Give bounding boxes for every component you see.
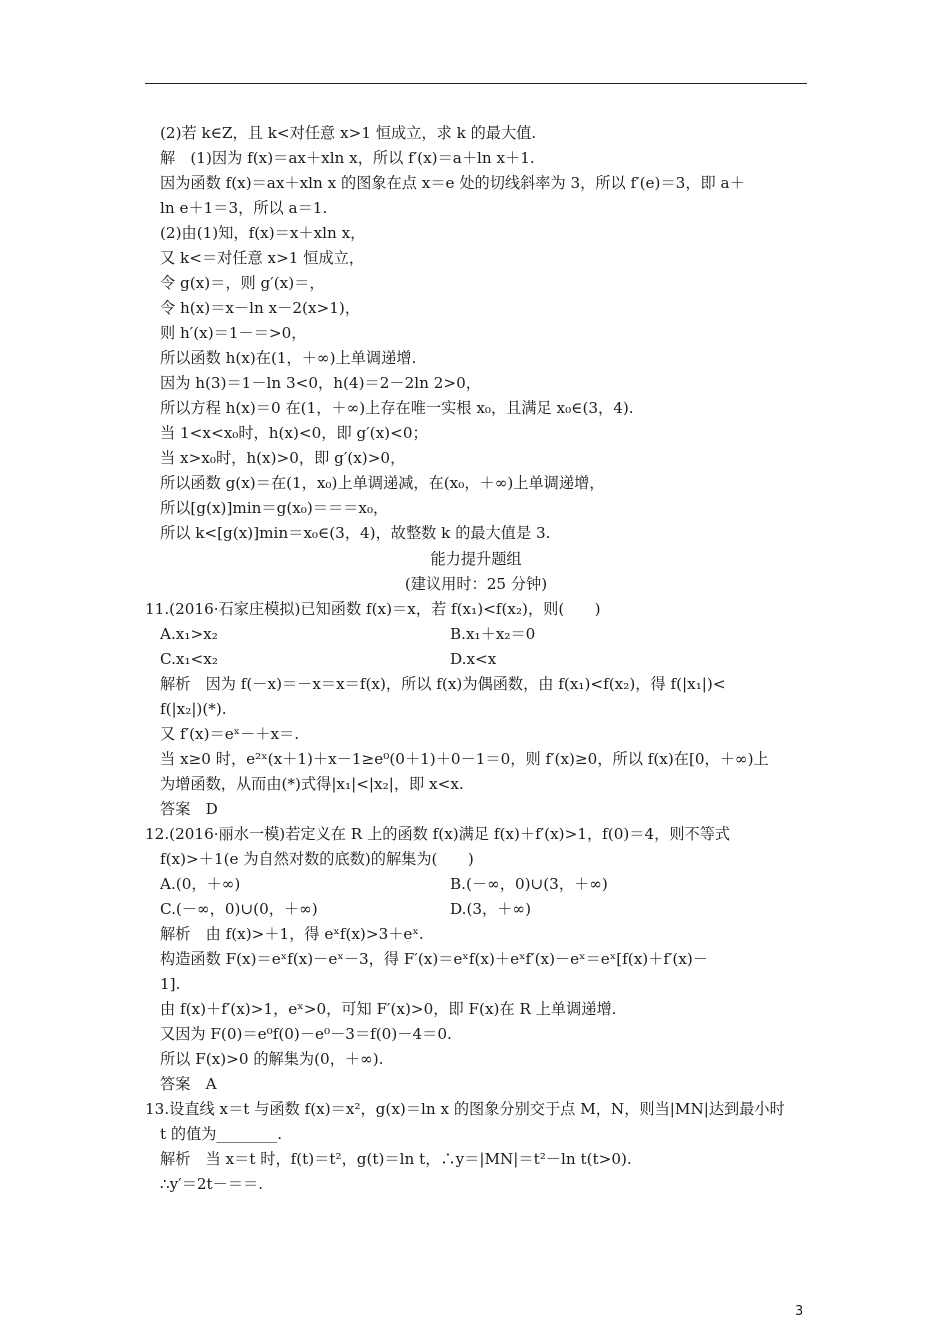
text-line: 当 x>x₀时，h(x)>0，即 g′(x)>0， bbox=[160, 449, 406, 467]
page-number: 3 bbox=[795, 1304, 804, 1319]
header-rule bbox=[145, 83, 807, 84]
text-line: 1]. bbox=[160, 975, 181, 993]
text-line: 所以 F(x)>0 的解集为(0，＋∞). bbox=[160, 1050, 384, 1068]
text-line: f(x)>＋1(e 为自然对数的底数)的解集为( ) bbox=[160, 850, 474, 868]
question-stem: 11.(2016·石家庄模拟)已知函数 f(x)＝x，若 f(x₁)<f(x₂)，则( ) bbox=[145, 600, 601, 618]
text-line: (2)若 k∈Z，且 k<对任意 x>1 恒成立，求 k 的最大值. bbox=[160, 124, 537, 142]
text-line: 又 f′(x)＝eˣ－＋x＝. bbox=[160, 725, 300, 743]
text-line: 构造函数 F(x)＝eˣf(x)－eˣ－3，得 F′(x)＝eˣf(x)＋eˣf′(x)－eˣ＝eˣ[f(x)＋f′(x)－ bbox=[160, 950, 709, 968]
text-line: 所以函数 h(x)在(1，＋∞)上单调递增. bbox=[160, 349, 417, 367]
text-line: 解析 当 x＝t 时，f(t)＝t²，g(t)＝ln t，∴y＝|MN|＝t²－ln t(t>0). bbox=[160, 1150, 632, 1168]
option-b: B.x₁＋x₂＝0 bbox=[450, 625, 536, 643]
option-a: A.x₁>x₂ bbox=[160, 625, 218, 643]
text-line: 当 1<x<x₀时，h(x)<0，即 g′(x)<0； bbox=[160, 424, 428, 442]
text-line: f(|x₂|)(*). bbox=[160, 700, 227, 718]
text-line: ln e＋1＝3，所以 a＝1. bbox=[160, 199, 328, 217]
option-b: B.(－∞，0)∪(3，＋∞) bbox=[450, 875, 608, 893]
text-line: 解析 由 f(x)>＋1，得 eˣf(x)>3＋eˣ. bbox=[160, 925, 424, 943]
option-d: D.(3，＋∞) bbox=[450, 900, 532, 918]
text-line: 所以[g(x)]min＝g(x₀)＝＝＝x₀， bbox=[160, 499, 389, 517]
text-line: 解析 因为 f(－x)＝－x＝x＝f(x)，所以 f(x)为偶函数，由 f(x₁)<f(x₂)，得 f(|x₁|)< bbox=[160, 675, 726, 693]
question-stem: 13.设直线 x＝t 与函数 f(x)＝x²，g(x)＝ln x 的图象分别交于点 M，N，则当|MN|达到最小时 bbox=[145, 1100, 785, 1118]
text-line: 又 k<＝对任意 x>1 恒成立， bbox=[160, 249, 365, 267]
text-line: 所以 k<[g(x)]min＝x₀∈(3，4)，故整数 k 的最大值是 3. bbox=[160, 524, 551, 542]
text-line: 解 (1)因为 f(x)＝ax＋xln x，所以 f′(x)＝a＋ln x＋1. bbox=[160, 149, 535, 167]
text-line: (2)由(1)知，f(x)＝x＋xln x， bbox=[160, 224, 366, 242]
option-c: C.(－∞，0)∪(0，＋∞) bbox=[160, 900, 318, 918]
text-line: 令 h(x)＝x－ln x－2(x>1)， bbox=[160, 299, 361, 317]
option-d: D.x<x bbox=[450, 650, 497, 668]
answer-line: 答案 A bbox=[160, 1075, 217, 1093]
text-line: 由 f(x)＋f′(x)>1，eˣ>0，可知 F′(x)>0，即 F(x)在 R 上单调递增. bbox=[160, 1000, 617, 1018]
section-heading: 能力提升题组 bbox=[430, 550, 522, 568]
text-line: 因为 h(3)＝1－ln 3<0，h(4)＝2－2ln 2>0， bbox=[160, 374, 481, 392]
text-line: 则 h′(x)＝1－＝>0， bbox=[160, 324, 307, 342]
section-subheading: (建议用时：25 分钟) bbox=[404, 575, 548, 593]
text-line: 令 g(x)＝，则 g′(x)＝， bbox=[160, 274, 325, 292]
question-stem: 12.(2016·丽水一模)若定义在 R 上的函数 f(x)满足 f(x)＋f′(x)>1，f(0)＝4，则不等式 bbox=[145, 825, 731, 843]
text-line: 所以函数 g(x)＝在(1，x₀)上单调递减，在(x₀，＋∞)上单调递增， bbox=[160, 474, 605, 492]
text-line: t 的值为________. bbox=[160, 1125, 283, 1143]
option-c: C.x₁<x₂ bbox=[160, 650, 218, 668]
text-line: 为增函数，从而由(*)式得|x₁|<|x₂|，即 x<x. bbox=[160, 775, 464, 793]
text-line: 所以方程 h(x)＝0 在(1，＋∞)上存在唯一实根 x₀，且满足 x₀∈(3，4). bbox=[160, 399, 634, 417]
text-line: 当 x≥0 时，e²ˣ(x＋1)＋x－1≥e⁰(0＋1)＋0－1＝0，则 f′(x)≥0，所以 f(x)在[0，＋∞)上 bbox=[160, 750, 769, 768]
text-line: 因为函数 f(x)＝ax＋xln x 的图象在点 x＝e 处的切线斜率为 3，所以 f′(e)＝3，即 a＋ bbox=[160, 174, 745, 192]
text-line: ∴y′＝2t－＝＝. bbox=[160, 1175, 264, 1193]
answer-line: 答案 D bbox=[160, 800, 218, 818]
option-a: A.(0，＋∞) bbox=[160, 875, 241, 893]
text-line: 又因为 F(0)＝e⁰f(0)－e⁰－3＝f(0)－4＝0. bbox=[160, 1025, 452, 1043]
